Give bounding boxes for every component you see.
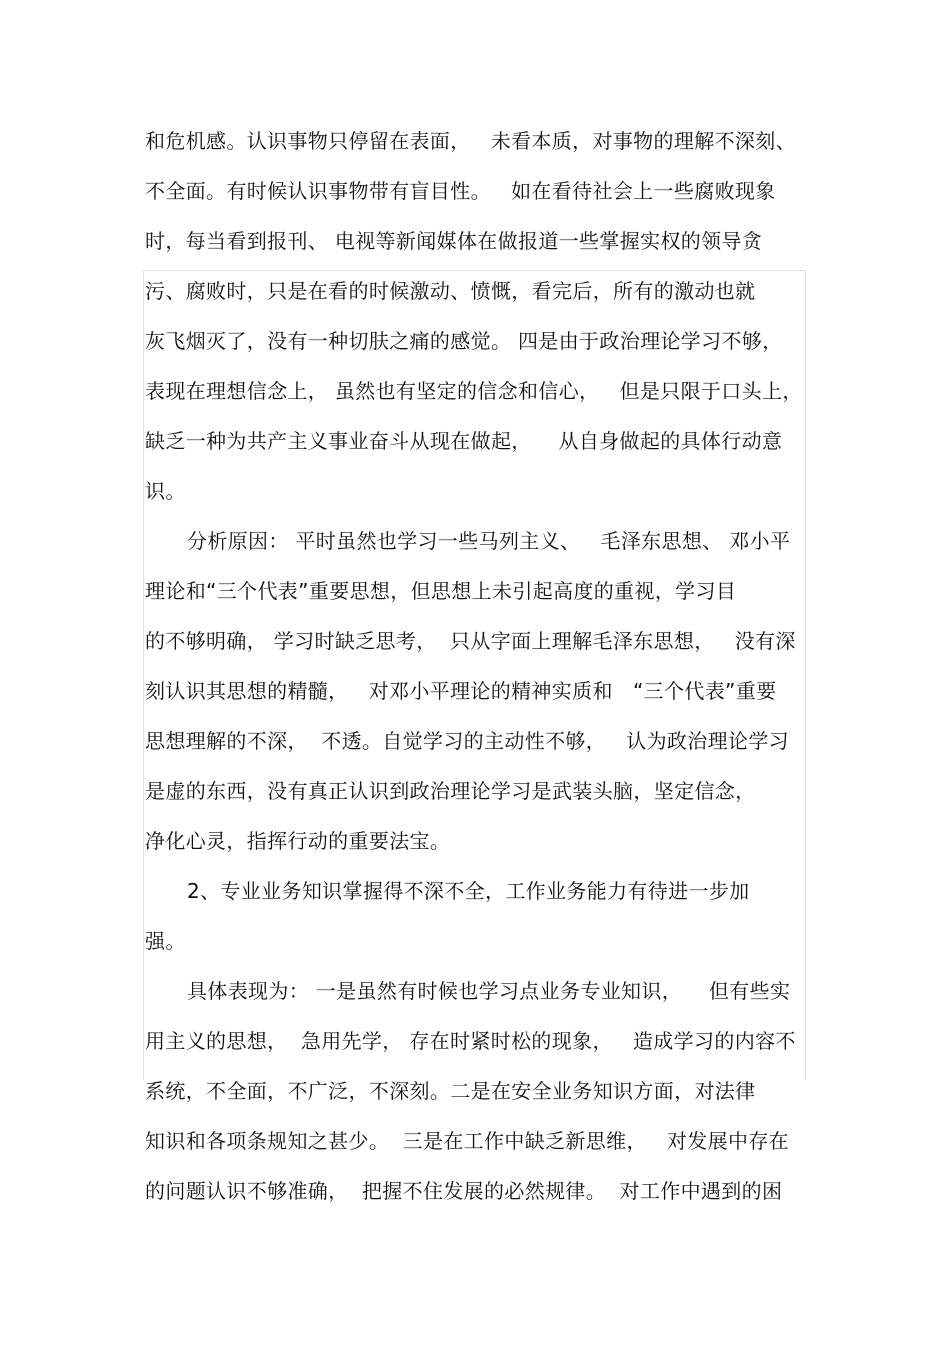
text-line: 表现在理想信念上， 虽然也有坚定的信念和信心， 但是只限于口头上， [145, 379, 803, 403]
text-line: 灰飞烟灭了，没有一种切肤之痛的感觉。 四是由于政治理论学习不够， [145, 329, 783, 353]
text-line: 污、腐败时，只是在看的时候激动、愤慨，看完后，所有的激动也就 [145, 279, 756, 303]
section-heading: 2、专业业务知识掌握得不深不全，工作业务能力有待进一步加 [187, 879, 750, 903]
text-line: 系统，不全面，不广泛，不深刻。二是在安全业务知识方面，对法律 [145, 1079, 756, 1103]
text-line: 用主义的思想， 急用先学， 存在时紧时松的现象， 造成学习的内容不 [145, 1029, 796, 1053]
text-line: 强。 [145, 929, 186, 953]
frame-top-border [143, 270, 806, 271]
frame-right-border [805, 270, 806, 1080]
text-line: 时，每当看到报刊、 电视等新闻媒体在做报道一些掌握实权的领导贪 [145, 229, 763, 253]
frame-left-border [143, 270, 144, 1080]
text-line: 识。 [145, 479, 186, 503]
text-line: 是虚的东西，没有真正认识到政治理论学习是武装头脑，坚定信念， [145, 779, 756, 803]
text-line: 刻认识其思想的精髓， 对邓小平理论的精神实质和 “三个代表”重要 [145, 679, 777, 703]
text-line: 思想理解的不深， 不透。自觉学习的主动性不够， 认为政治理论学习 [145, 729, 790, 753]
text-line: 知识和各项条规知之甚少。 三是在工作中缺乏新思维， 对发展中存在 [145, 1129, 790, 1153]
paragraph-first-line: 分析原因： 平时虽然也学习一些马列主义、 毛泽东思想、 邓小平 [187, 529, 791, 553]
text-line: 和危机感。认识事物只停留在表面， 未看本质，对事物的理解不深刻、 [145, 129, 796, 153]
text-line: 理论和“三个代表”重要思想，但思想上未引起高度的重视，学习目 [145, 579, 737, 603]
text-line: 的问题认识不够准确， 把握不住发展的必然规律。 对工作中遇到的困 [145, 1179, 783, 1203]
text-line: 的不够明确， 学习时缺乏思考， 只从字面上理解毛泽东思想， 没有深 [145, 629, 796, 653]
paragraph-first-line: 具体表现为： 一是虽然有时候也学习点业务专业知识， 但有些实 [187, 979, 791, 1003]
text-line: 不全面。有时候认识事物带有盲目性。 如在看待社会上一些腐败现象 [145, 179, 776, 203]
text-line: 净化心灵，指挥行动的重要法宝。 [145, 829, 451, 853]
text-line: 缺乏一种为共产主义事业奋斗从现在做起， 从自身做起的具体行动意 [145, 429, 783, 453]
